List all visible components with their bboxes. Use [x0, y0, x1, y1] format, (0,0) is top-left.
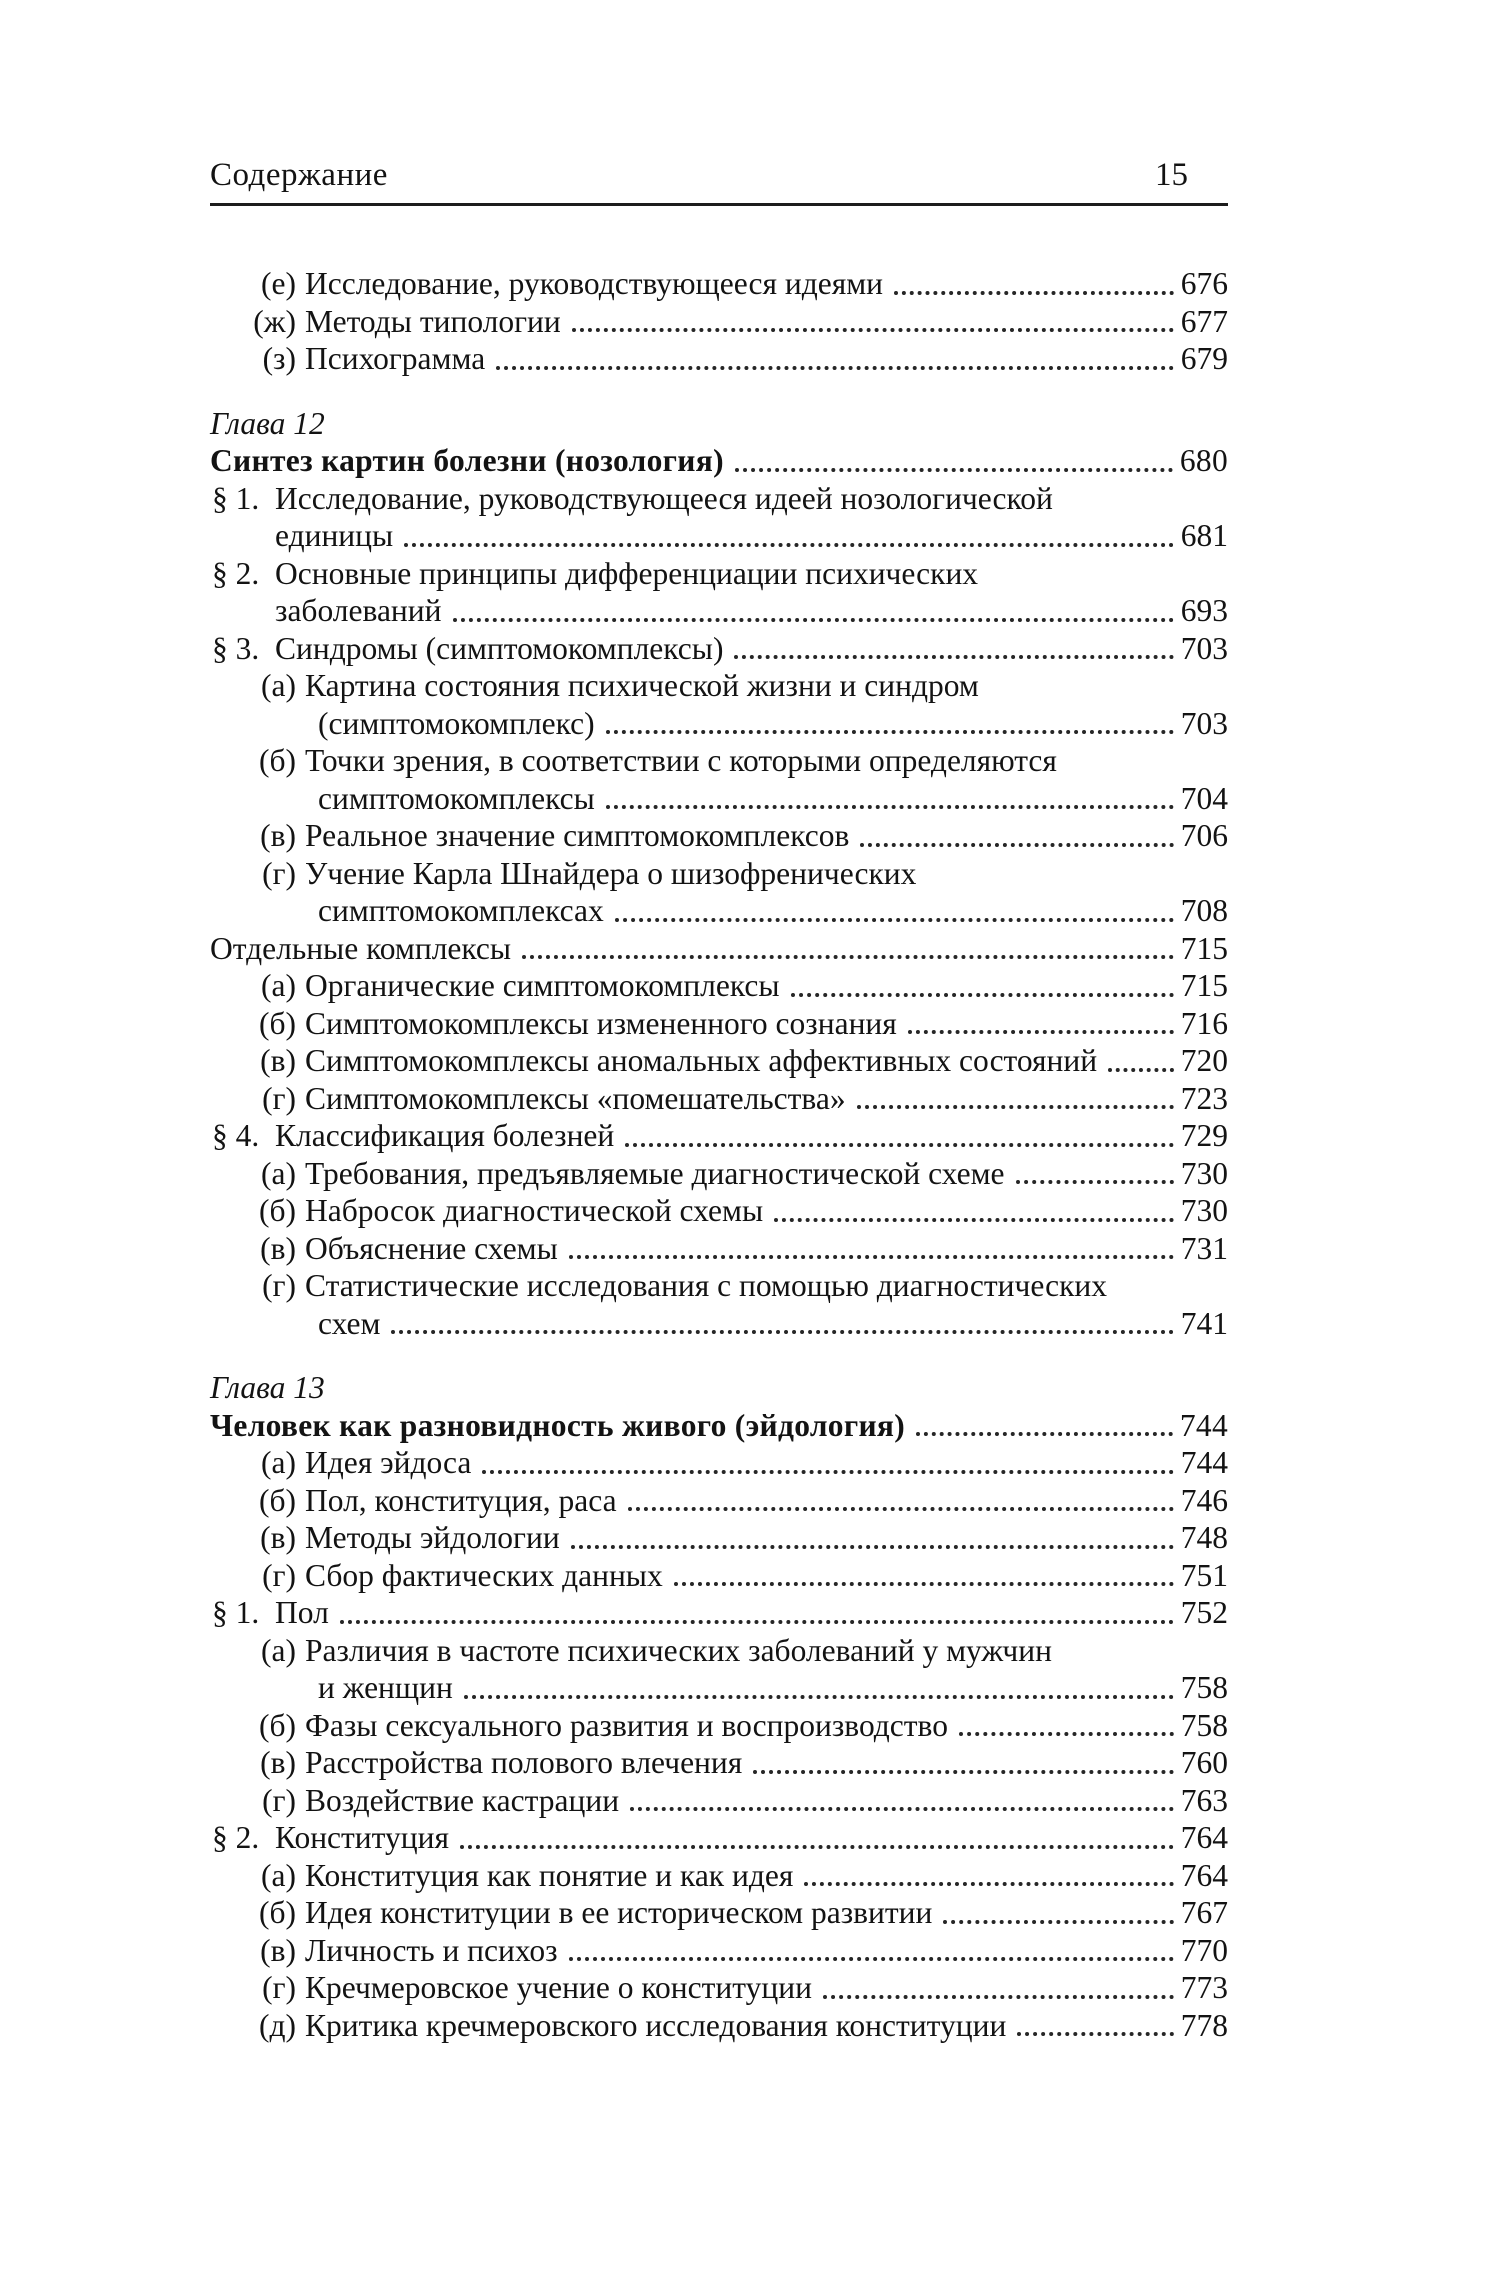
toc-entry	[210, 1369, 1228, 1407]
entry-label: (б)	[258, 1482, 296, 1518]
dot-leader	[380, 1305, 1180, 1343]
entry-title: заболеваний	[275, 593, 442, 628]
entry-title: симптомокомплексы	[318, 780, 595, 816]
entry-label: (а)	[261, 1857, 296, 1893]
toc-entry-line	[210, 303, 1228, 341]
toc-entry	[210, 555, 1228, 630]
dot-leader	[453, 1669, 1181, 1707]
entry-label: (б)	[258, 1707, 296, 1743]
toc-entry	[210, 1080, 1228, 1118]
toc-entry	[210, 1005, 1228, 1043]
dot-leader	[723, 630, 1180, 668]
dot-leader	[724, 442, 1180, 480]
toc-entry	[210, 1857, 1228, 1895]
entry-label: (а)	[261, 1632, 296, 1668]
entry-page-number: 704	[1180, 780, 1228, 816]
toc-entry	[210, 1267, 1228, 1342]
toc-entry-line	[210, 2007, 1228, 2045]
toc-entry-line	[210, 340, 1228, 378]
toc-entry-line	[210, 742, 1228, 780]
entry-page-number: 720	[1180, 1043, 1228, 1078]
toc-entry-line	[210, 1557, 1228, 1595]
dot-leader	[883, 265, 1181, 303]
toc-entry	[210, 1594, 1228, 1632]
entry-page-number: 741	[1180, 1305, 1228, 1341]
toc-entry-line	[210, 1005, 1228, 1043]
entry-page-number: 763	[1180, 1782, 1228, 1818]
toc-entry-line	[210, 1857, 1228, 1895]
entry-title: и женщин	[318, 1670, 453, 1705]
entry-page-number: 758	[1180, 1707, 1228, 1743]
toc-entry	[210, 1155, 1228, 1193]
entry-label: § 2.	[212, 1820, 260, 1855]
entry-page-number: 751	[1180, 1557, 1228, 1593]
entry-page-number: 715	[1180, 968, 1228, 1003]
entry-label: (а)	[261, 668, 296, 703]
entry-label: (б)	[258, 1005, 296, 1041]
entry-page-number: 677	[1180, 303, 1228, 339]
dot-leader	[846, 1080, 1181, 1118]
entry-page-number: 676	[1180, 266, 1228, 301]
toc-entry-line	[210, 780, 1228, 818]
toc-entry	[210, 442, 1228, 480]
entry-title: Симптомокомплексы измененного сознания	[305, 1005, 897, 1041]
entry-title: Сбор фактических данных	[305, 1557, 663, 1593]
entry-title: Основные принципы дифференциации психических	[275, 555, 979, 591]
entry-title: Реальное значение симптомокомплексов	[305, 818, 850, 853]
toc-entry-line	[210, 1969, 1228, 2007]
toc-entry	[210, 1117, 1228, 1155]
entry-label: (в)	[260, 1043, 296, 1078]
toc-entry	[210, 817, 1228, 855]
dot-leader	[511, 930, 1181, 968]
entry-label: (а)	[261, 1155, 296, 1191]
entry-label: (г)	[262, 1557, 296, 1593]
entry-page-number: 758	[1180, 1670, 1228, 1705]
document-page	[210, 156, 1228, 2044]
toc-entry-line	[210, 405, 1228, 443]
toc-entry-line	[210, 817, 1228, 855]
entry-page-number: 706	[1180, 818, 1228, 853]
toc-entry-line	[210, 1819, 1228, 1857]
entry-title: схем	[318, 1305, 381, 1341]
toc-entry	[210, 405, 1228, 443]
entry-title: Воздействие кастрации	[305, 1782, 620, 1818]
entry-title: Глава 12	[210, 405, 325, 441]
entry-label: (в)	[260, 1520, 296, 1555]
entry-page-number: 729	[1180, 1118, 1228, 1153]
entry-page-number: 778	[1180, 2007, 1228, 2043]
entry-label: (ж)	[253, 303, 296, 339]
toc-entry	[210, 1444, 1228, 1482]
entry-page-number: 744	[1179, 1407, 1228, 1443]
entry-title: Отдельные комплексы	[210, 930, 512, 966]
toc-entry	[210, 967, 1228, 1005]
entry-page-number: 693	[1180, 593, 1228, 628]
entry-title: Личность и психоз	[305, 1932, 558, 1968]
toc-entry-line	[210, 265, 1228, 303]
entry-page-number: 731	[1180, 1230, 1228, 1266]
toc-entry-line	[210, 667, 1228, 705]
entry-label: § 1.	[212, 1595, 260, 1630]
entry-label: (г)	[262, 1080, 296, 1116]
entry-label: (а)	[261, 1445, 296, 1480]
toc-entry	[210, 1819, 1228, 1857]
entry-label: § 4.	[212, 1118, 260, 1153]
dot-leader	[449, 1819, 1181, 1857]
toc-entry	[210, 1230, 1228, 1268]
dot-leader	[471, 1444, 1180, 1482]
entry-label: (з)	[262, 341, 296, 376]
dot-leader	[560, 1519, 1181, 1557]
dot-leader	[329, 1594, 1181, 1632]
entry-label: (а)	[261, 968, 296, 1003]
entry-page-number: 746	[1180, 1482, 1228, 1518]
toc-entry-line	[210, 1744, 1228, 1782]
toc-entry	[210, 1192, 1228, 1230]
entry-title: Исследование, руководствующееся идеей нозологической	[275, 480, 1053, 516]
entry-page-number: 760	[1180, 1745, 1228, 1780]
toc-entry	[210, 1894, 1228, 1932]
toc-entry	[210, 480, 1228, 555]
toc-entry-line	[210, 1230, 1228, 1268]
entry-page-number: 767	[1180, 1895, 1228, 1930]
dot-leader	[742, 1744, 1180, 1782]
entry-label: § 1.	[212, 480, 260, 516]
toc-entry-line	[210, 1155, 1228, 1193]
page-title: Содержание	[210, 157, 388, 193]
toc-entry	[210, 2007, 1228, 2045]
entry-page-number: 679	[1180, 341, 1228, 376]
entry-page-number: 716	[1180, 1005, 1228, 1041]
toc-entry-line	[210, 1042, 1228, 1080]
toc-entry-line	[210, 1117, 1228, 1155]
dot-leader	[393, 517, 1181, 555]
entry-title: Идея конституции в ее историческом развитии	[305, 1895, 933, 1930]
entry-title: Требования, предъявляемые диагностической схеме	[305, 1155, 1005, 1191]
toc-entry-line	[210, 1594, 1228, 1632]
dot-leader	[948, 1707, 1181, 1745]
entry-label: (д)	[258, 2007, 296, 2043]
toc-entry-line	[210, 967, 1228, 1005]
entry-page-number: 764	[1180, 1857, 1228, 1893]
dot-leader	[1006, 2007, 1180, 2045]
entry-title: Кречмеровское учение о конституции	[305, 1970, 812, 2005]
toc-entry-line	[210, 855, 1228, 893]
entry-page-number: 723	[1180, 1080, 1228, 1116]
dot-leader	[619, 1782, 1181, 1820]
entry-title: Психограмма	[305, 341, 486, 376]
entry-title: Органические симптомокомплексы	[305, 968, 780, 1003]
toc-entry-line	[210, 1192, 1228, 1230]
entry-title: Методы типологии	[305, 303, 561, 339]
toc-entry	[210, 1932, 1228, 1970]
dot-leader	[617, 1482, 1181, 1520]
toc-entry-line	[210, 930, 1228, 968]
entry-title: единицы	[275, 518, 394, 553]
dot-leader	[905, 1407, 1180, 1445]
toc-entry-line	[210, 1482, 1228, 1520]
dot-leader	[561, 303, 1181, 341]
dot-leader	[780, 967, 1181, 1005]
entry-title: Объяснение схемы	[305, 1230, 558, 1266]
dot-leader	[485, 340, 1181, 378]
entry-page-number: 773	[1180, 1970, 1228, 2005]
dot-leader	[763, 1192, 1181, 1230]
toc-entry-line	[210, 1782, 1228, 1820]
dot-leader	[595, 780, 1181, 818]
entry-label: (г)	[262, 1268, 296, 1303]
dot-leader	[558, 1932, 1181, 1970]
dot-leader	[1097, 1042, 1181, 1080]
toc-entry-line	[210, 1669, 1228, 1707]
entry-label: (б)	[258, 743, 296, 778]
entry-title: Конституция	[275, 1820, 449, 1855]
dot-leader	[663, 1557, 1181, 1595]
dot-leader	[595, 705, 1181, 743]
toc-entry	[210, 303, 1228, 341]
entry-page-number: 715	[1180, 930, 1228, 966]
entry-page-number: 770	[1180, 1932, 1228, 1968]
entry-label: (в)	[260, 818, 296, 853]
dot-leader	[1005, 1155, 1181, 1193]
entry-page-number: 748	[1180, 1520, 1228, 1555]
toc-entry	[210, 930, 1228, 968]
entry-title: Учение Карла Шнайдера о шизофренических	[305, 855, 917, 891]
entry-title: Исследование, руководствующееся идеями	[305, 266, 884, 301]
entry-page-number: 730	[1180, 1193, 1228, 1228]
entry-page-number: 708	[1180, 893, 1228, 928]
entry-title: Набросок диагностической схемы	[305, 1193, 764, 1228]
toc-entry-line	[210, 555, 1228, 593]
toc-entry	[210, 265, 1228, 303]
entry-title: Картина состояния психической жизни и синдром	[305, 668, 979, 703]
dot-leader	[558, 1230, 1181, 1268]
toc-entry-line	[210, 705, 1228, 743]
entry-page-number: 752	[1180, 1595, 1228, 1630]
toc-entry-line	[210, 1519, 1228, 1557]
toc-entry	[210, 1969, 1228, 2007]
entry-page-number: 703	[1180, 630, 1228, 666]
entry-title: Статистические исследования с помощью диагностических	[305, 1268, 1108, 1303]
toc-entry-line	[210, 517, 1228, 555]
toc-entry-line	[210, 1932, 1228, 1970]
entry-page-number: 680	[1179, 443, 1228, 478]
entry-label: (в)	[260, 1932, 296, 1968]
toc-entry-line	[210, 1267, 1228, 1305]
toc-entry	[210, 1782, 1228, 1820]
toc-entry	[210, 1482, 1228, 1520]
toc-entry-line	[210, 1894, 1228, 1932]
dot-leader	[812, 1969, 1181, 2007]
entry-title: Различия в частоте психических заболеваний у мужчин	[305, 1632, 1052, 1668]
entry-title: Классификация болезней	[275, 1118, 615, 1153]
entry-label: (б)	[258, 1895, 296, 1930]
toc-entry-line	[210, 1369, 1228, 1407]
entry-label: (е)	[261, 266, 296, 301]
toc-entry	[210, 1557, 1228, 1595]
table-of-contents	[210, 265, 1228, 2044]
entry-label: § 2.	[212, 555, 260, 591]
toc-entry-line	[210, 480, 1228, 518]
page-header	[210, 156, 1228, 206]
toc-entry	[210, 742, 1228, 817]
toc-entry-line	[210, 1407, 1228, 1445]
toc-entry-line	[210, 1632, 1228, 1670]
toc-entry-line	[210, 1444, 1228, 1482]
toc-entry-line	[210, 1305, 1228, 1343]
dot-leader	[614, 1117, 1180, 1155]
toc-entry-line	[210, 1707, 1228, 1745]
entry-label: (г)	[262, 1970, 296, 2005]
toc-entry	[210, 1519, 1228, 1557]
entry-page-number: 703	[1180, 705, 1228, 741]
entry-title: Точки зрения, в соответствии с которыми определяются	[305, 743, 1057, 778]
dot-leader	[604, 892, 1181, 930]
toc-entry	[210, 1042, 1228, 1080]
entry-page-number: 730	[1180, 1155, 1228, 1191]
toc-entry-line	[210, 892, 1228, 930]
toc-entry	[210, 1632, 1228, 1707]
toc-entry-line	[210, 1080, 1228, 1118]
entry-title: Идея эйдоса	[305, 1445, 472, 1480]
entry-title: Критика кречмеровского исследования конституции	[305, 2007, 1007, 2043]
page-number: 15	[1155, 157, 1188, 193]
entry-title: (симптомокомплекс)	[318, 705, 595, 741]
entry-title: Конституция как понятие и как идея	[305, 1857, 794, 1893]
entry-title: Глава 13	[210, 1370, 325, 1405]
toc-entry	[210, 340, 1228, 378]
toc-entry	[210, 667, 1228, 742]
toc-entry-line	[210, 630, 1228, 668]
entry-label: (г)	[262, 855, 296, 891]
toc-entry	[210, 630, 1228, 668]
entry-label: (б)	[258, 1193, 296, 1228]
entry-label: (в)	[260, 1745, 296, 1780]
entry-page-number: 744	[1180, 1445, 1228, 1480]
dot-leader	[897, 1005, 1181, 1043]
entry-title: Симптомокомплексы аномальных аффективных состояний	[305, 1043, 1098, 1078]
entry-title: Пол	[275, 1595, 329, 1630]
entry-title: Человек как разновидность живого (эйдология)	[210, 1407, 906, 1443]
entry-label: § 3.	[212, 630, 260, 666]
entry-title: Пол, конституция, раса	[305, 1482, 617, 1518]
toc-entry-line	[210, 442, 1228, 480]
entry-title: Симптомокомплексы «помешательства»	[305, 1080, 846, 1116]
toc-entry	[210, 1707, 1228, 1745]
dot-leader	[793, 1857, 1180, 1895]
entry-title: Расстройства полового влечения	[305, 1745, 743, 1780]
entry-title: Фазы сексуального развития и воспроизводство	[305, 1707, 948, 1743]
dot-leader	[849, 817, 1180, 855]
entry-title: симптомокомплексах	[318, 893, 604, 928]
toc-entry	[210, 855, 1228, 930]
entry-title: Синтез картин болезни (нозология)	[210, 443, 724, 478]
entry-page-number: 681	[1180, 518, 1228, 553]
entry-title: Синдромы (симптомокомплексы)	[275, 630, 724, 666]
toc-entry-line	[210, 592, 1228, 630]
entry-title: Методы эйдологии	[305, 1520, 560, 1555]
toc-entry	[210, 1744, 1228, 1782]
dot-leader	[932, 1894, 1180, 1932]
dot-leader	[442, 592, 1181, 630]
entry-label: (г)	[262, 1782, 296, 1818]
entry-label: (в)	[260, 1230, 296, 1266]
entry-page-number: 764	[1180, 1820, 1228, 1855]
toc-entry	[210, 1407, 1228, 1445]
